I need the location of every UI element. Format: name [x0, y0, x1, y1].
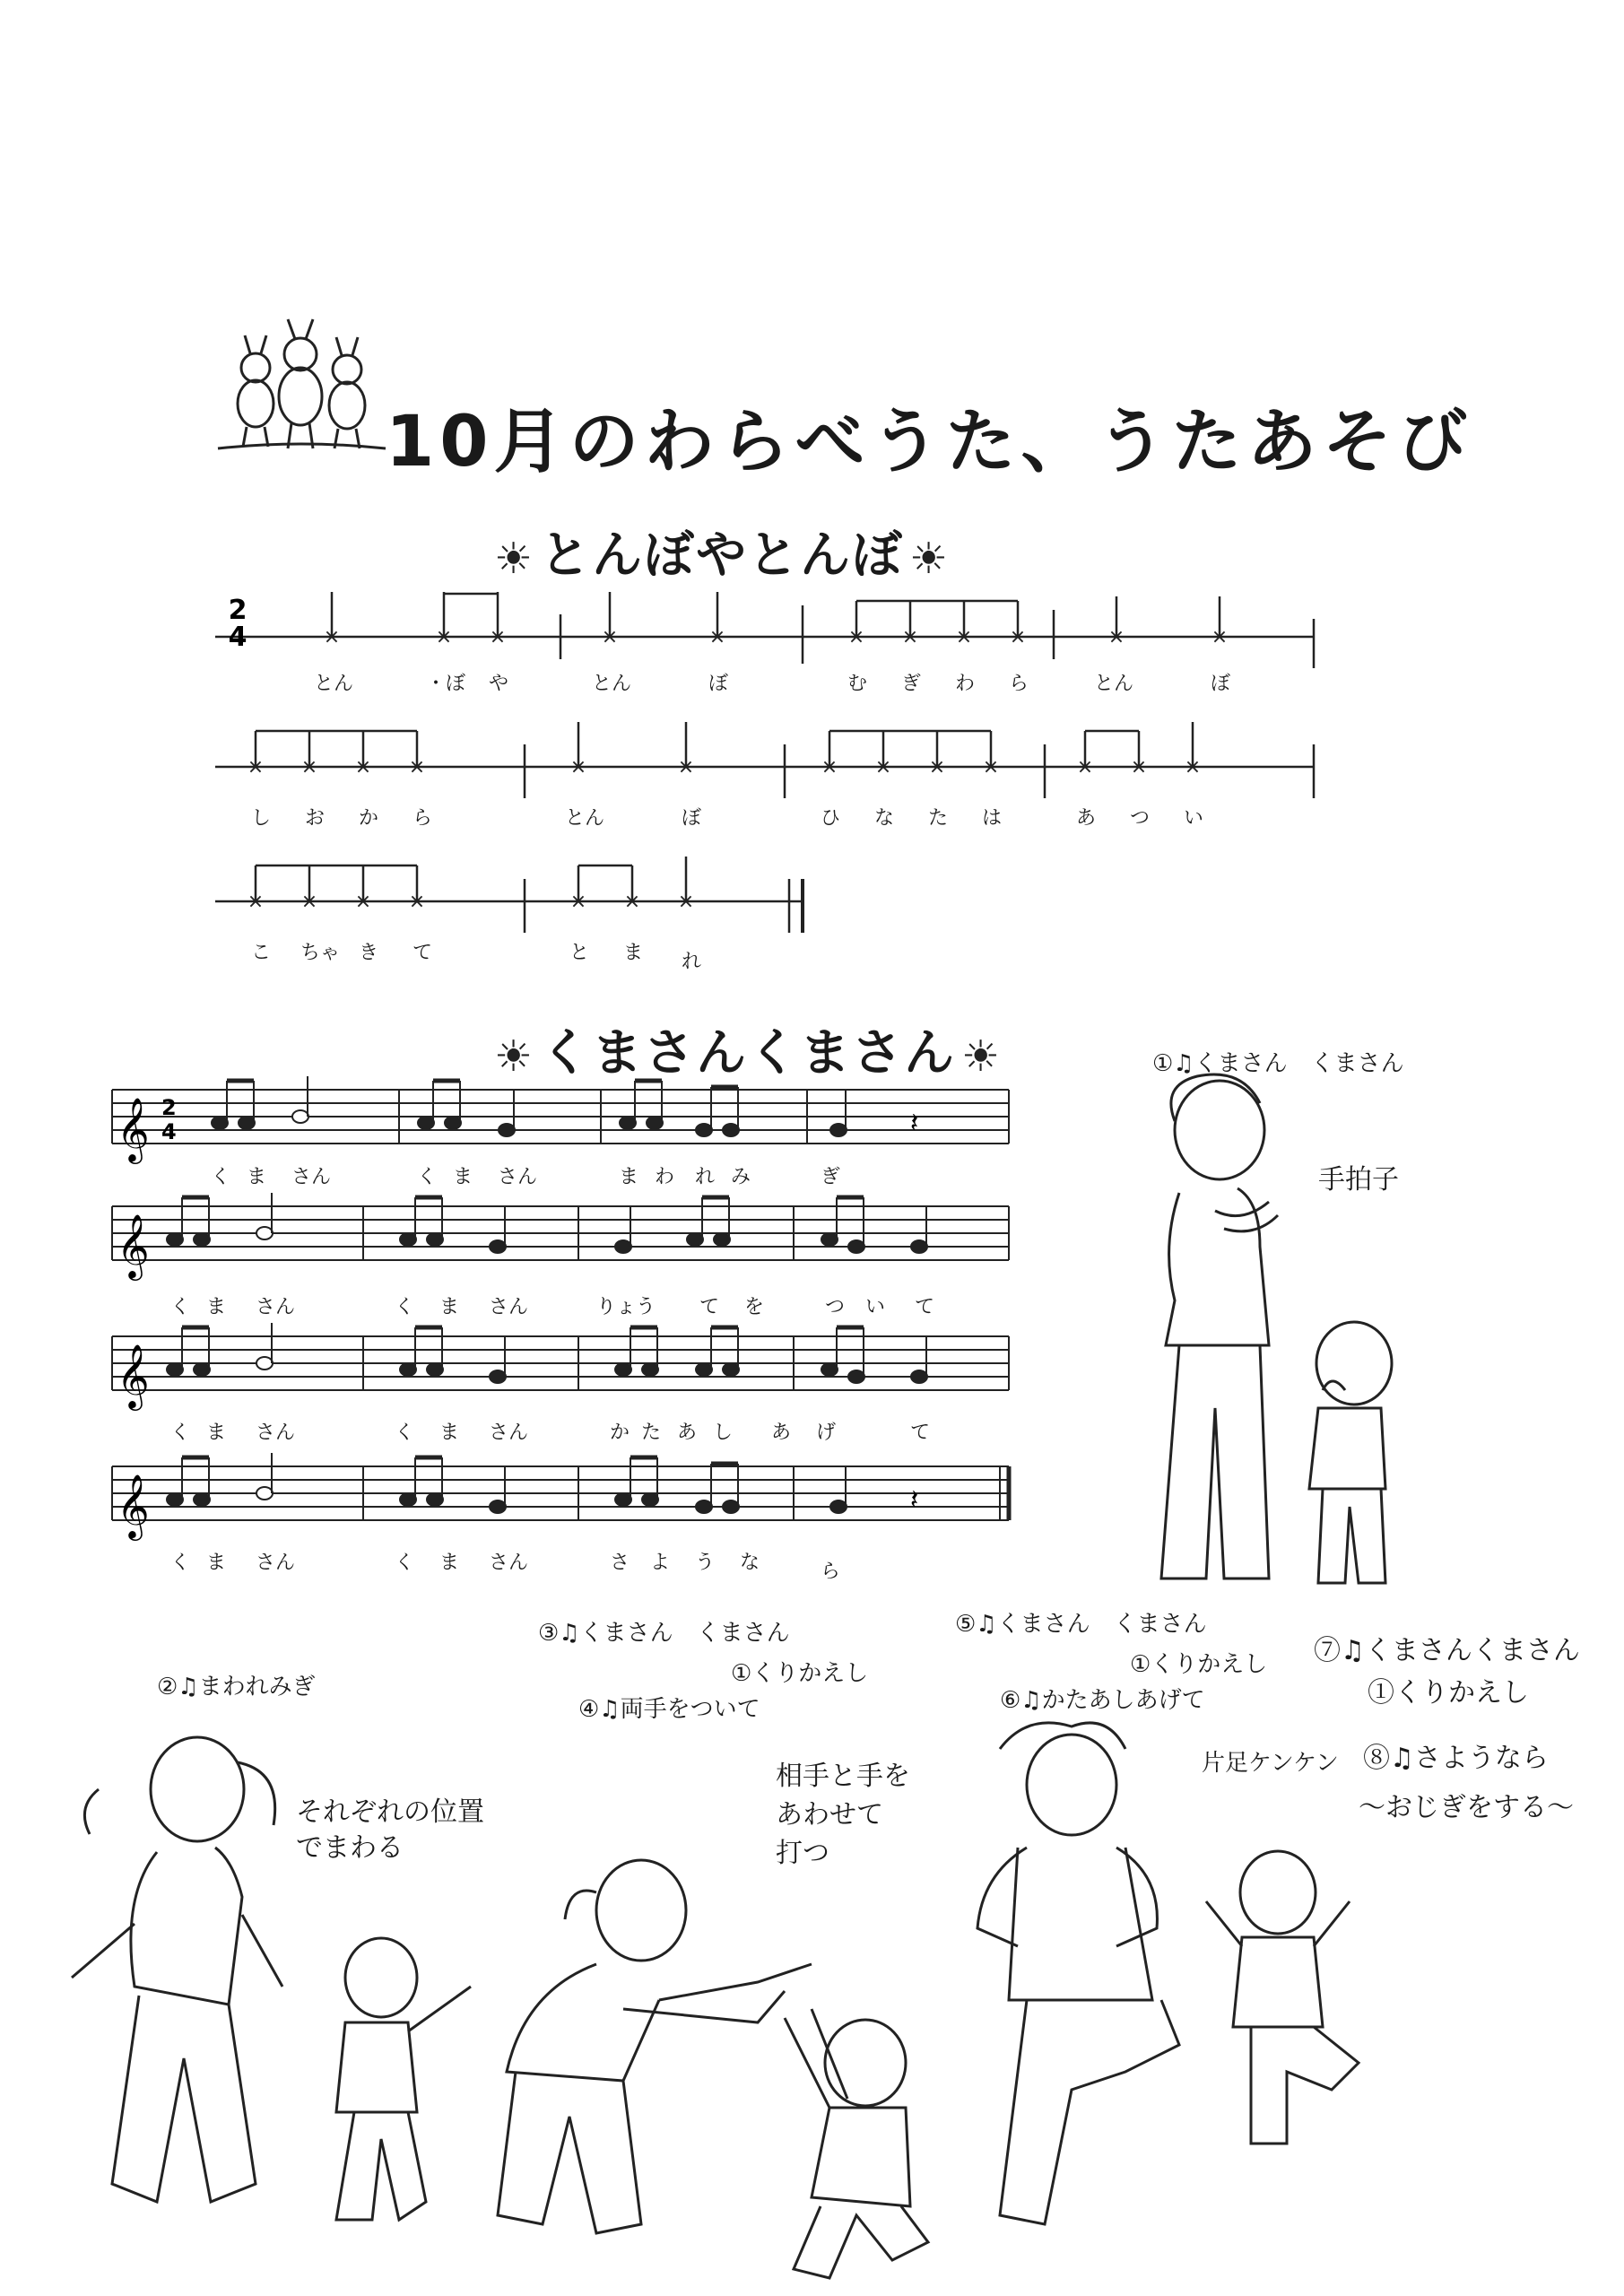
lyric: ま — [206, 1422, 227, 1444]
song1-title: とんぼやとんぼ — [540, 526, 905, 585]
caption-8: ⑧♫さようなら — [1363, 1743, 1549, 1774]
lyric: し — [251, 807, 272, 830]
time-signature-bottom: 4 — [228, 622, 248, 653]
caption-7: ⑦♫くまさんくまさん — [1314, 1635, 1580, 1666]
lyric: あ — [771, 1422, 792, 1444]
caption-2: ②♫まわれみぎ — [157, 1674, 316, 1700]
svg-text:×: × — [677, 891, 695, 913]
caption-3-repeat: ①くりかえし — [731, 1660, 869, 1687]
lyric: ぼ — [708, 673, 729, 695]
caption-2-note-1: それぞれの位置 — [296, 1796, 484, 1828]
lyric: ま — [619, 1166, 639, 1188]
lyric: さん — [489, 1296, 529, 1318]
lyric: な — [874, 807, 895, 830]
song2-staff-2 — [112, 1193, 1027, 1292]
lyric: ま — [247, 1166, 267, 1188]
lyric: み — [731, 1166, 751, 1188]
song2-staff-3 — [112, 1323, 1027, 1422]
svg-text:×: × — [1107, 626, 1125, 648]
svg-text:×: × — [1076, 756, 1094, 778]
svg-text:×: × — [1211, 626, 1229, 648]
lyric: と — [569, 942, 590, 964]
lyric: く — [417, 1166, 438, 1188]
lyric: ま — [206, 1296, 227, 1318]
lyric: な — [740, 1552, 760, 1574]
caption-5: ⑤♫くまさん くまさん — [955, 1611, 1207, 1638]
lyric: つ — [1130, 807, 1151, 830]
lyric: を — [744, 1296, 765, 1318]
lyric: く — [170, 1552, 191, 1574]
caption-3: ③♫くまさん くまさん — [538, 1620, 790, 1647]
lyric: む — [847, 673, 868, 695]
lyric: よ — [650, 1552, 671, 1574]
svg-text:×: × — [1130, 756, 1148, 778]
caption-1: ①♫くまさん くまさん — [1152, 1050, 1404, 1077]
svg-text:×: × — [928, 756, 946, 778]
svg-text:×: × — [623, 891, 641, 913]
svg-text:4: 4 — [161, 1119, 177, 1144]
lyric: ま — [439, 1296, 460, 1318]
svg-text:×: × — [1184, 756, 1202, 778]
lyric: れ — [695, 1166, 716, 1188]
lyric: い — [865, 1296, 886, 1318]
lyric: りょう — [596, 1296, 656, 1318]
svg-text:×: × — [982, 756, 1000, 778]
caption-4-note-3: 打つ — [776, 1838, 829, 1869]
lyric: お — [305, 807, 326, 830]
svg-text:×: × — [323, 626, 341, 648]
lyric: て — [699, 1296, 720, 1318]
lyric: さん — [256, 1296, 296, 1318]
svg-text:×: × — [300, 756, 318, 778]
lyric: さん — [489, 1422, 529, 1444]
lyric: ちゃ — [300, 942, 341, 964]
svg-text:×: × — [847, 626, 865, 648]
lyric: あ — [677, 1422, 698, 1444]
lyric: く — [395, 1422, 415, 1444]
svg-text:𝄞: 𝄞 — [117, 1213, 150, 1278]
song1-rhythm-line-1 — [215, 592, 1327, 700]
song2-title-row — [489, 1013, 1007, 1085]
lyric: さん — [291, 1166, 332, 1188]
turning-around-illustration — [49, 1718, 498, 2256]
svg-text:×: × — [677, 756, 695, 778]
hand-clap-partner-illustration — [489, 1839, 973, 2287]
time-signature-top: 2 — [228, 595, 248, 626]
svg-text:×: × — [247, 891, 265, 913]
lyric: ま — [623, 942, 644, 964]
sun-icon: ☀ — [909, 533, 951, 584]
lyric: か — [359, 807, 379, 830]
lyric: く — [170, 1296, 191, 1318]
song2-title: くまさんくまさん — [540, 1024, 957, 1083]
lyric: わ — [955, 673, 976, 695]
lyric: や — [489, 673, 509, 695]
svg-text:×: × — [435, 626, 453, 648]
svg-text:2: 2 — [161, 1095, 177, 1120]
song2-staff-4 — [112, 1453, 1027, 1552]
caption-4-note-2: あわせて — [776, 1799, 883, 1831]
svg-text:𝄞: 𝄞 — [117, 1473, 150, 1538]
lyric: ぎ — [821, 1166, 841, 1188]
lyric: れ — [682, 951, 702, 973]
lyric: さん — [256, 1422, 296, 1444]
caption-2-note-2: でまわる — [296, 1832, 404, 1864]
svg-text:×: × — [874, 756, 892, 778]
sun-icon: ☀ — [494, 1031, 535, 1082]
svg-text:×: × — [569, 891, 587, 913]
svg-text:×: × — [901, 626, 919, 648]
lyric: とん — [565, 807, 605, 830]
caption-8-note: 〜おじぎをする〜 — [1359, 1792, 1574, 1823]
bug-characters-illustration — [211, 314, 390, 457]
lyric: た — [641, 1422, 662, 1444]
lyric: ま — [439, 1422, 460, 1444]
svg-text:×: × — [821, 756, 838, 778]
caption-6: ⑥♫かたあしあげて — [1000, 1687, 1205, 1714]
lyric: し — [713, 1422, 734, 1444]
lyric: て — [910, 1422, 931, 1444]
sun-icon: ☀ — [961, 1031, 1003, 1082]
lyric: ひ — [821, 807, 841, 830]
lyric: く — [395, 1296, 415, 1318]
svg-text:×: × — [708, 626, 726, 648]
lyric: ぼ — [1211, 673, 1231, 695]
caption-4: ④♫両手をついて — [578, 1696, 760, 1723]
lyric: ま — [439, 1552, 460, 1574]
lyric: ぼ — [682, 807, 702, 830]
lyric: さん — [498, 1166, 538, 1188]
page-title: 10月のわらべうた、うたあそび — [386, 402, 1473, 483]
lyric: ら — [821, 1561, 841, 1583]
lyric: とん — [592, 673, 632, 695]
caption-4-note-1: 相手と手を — [776, 1761, 910, 1792]
lyric: さん — [489, 1552, 529, 1574]
lyric: う — [695, 1552, 716, 1574]
lyric: さん — [256, 1552, 296, 1574]
lyric: は — [982, 807, 1003, 830]
caption-6-note: 片足ケンケン — [1202, 1750, 1339, 1777]
svg-text:×: × — [300, 891, 318, 913]
lyric: く — [395, 1552, 415, 1574]
svg-text:×: × — [955, 626, 973, 648]
lyric: さ — [610, 1552, 630, 1574]
lyric: こ — [251, 942, 272, 964]
svg-text:𝄽: 𝄽 — [910, 1484, 919, 1516]
lyric: き — [359, 942, 379, 964]
lyric: ま — [453, 1166, 473, 1188]
lyric: て — [915, 1296, 935, 1318]
lyric: い — [1184, 807, 1204, 830]
svg-text:𝄞: 𝄞 — [117, 1343, 150, 1408]
adult-child-clapping-illustration — [1125, 1067, 1430, 1605]
svg-text:×: × — [1009, 626, 1027, 648]
song1-title-row — [489, 516, 955, 587]
song1-rhythm-line-2 — [215, 722, 1327, 821]
svg-text:𝄞: 𝄞 — [117, 1096, 150, 1161]
svg-text:×: × — [601, 626, 619, 648]
lyric: とん — [1094, 673, 1134, 695]
one-leg-hop-illustration — [946, 1713, 1412, 2287]
lyric: ぎ — [901, 673, 922, 695]
svg-text:𝄽: 𝄽 — [910, 1108, 919, 1139]
lyric: く — [170, 1422, 191, 1444]
lyric: ま — [206, 1552, 227, 1574]
lyric: ら — [413, 807, 433, 830]
lyric: く — [211, 1166, 231, 1188]
lyric: て — [413, 942, 433, 964]
svg-text:×: × — [247, 756, 265, 778]
svg-text:×: × — [489, 626, 507, 648]
svg-text:×: × — [354, 756, 372, 778]
svg-text:×: × — [569, 756, 587, 778]
lyric: ・ぼ — [426, 673, 466, 695]
song2-staff-1 — [112, 1076, 1027, 1175]
svg-text:×: × — [408, 891, 426, 913]
lyric: つ — [825, 1296, 846, 1318]
svg-text:×: × — [354, 891, 372, 913]
lyric: わ — [655, 1166, 675, 1188]
lyric: か — [610, 1422, 630, 1444]
svg-text:×: × — [408, 756, 426, 778]
caption-7-repeat: ①くりかえし — [1368, 1677, 1529, 1709]
caption-5-repeat: ①くりかえし — [1130, 1651, 1268, 1678]
lyric: た — [928, 807, 949, 830]
caption-1-note: 手拍子 — [1318, 1164, 1399, 1196]
lyric: げ — [816, 1422, 837, 1444]
lyric: あ — [1076, 807, 1097, 830]
sun-icon: ☀ — [494, 533, 535, 584]
lyric: ら — [1009, 673, 1029, 695]
lyric: とん — [314, 673, 354, 695]
